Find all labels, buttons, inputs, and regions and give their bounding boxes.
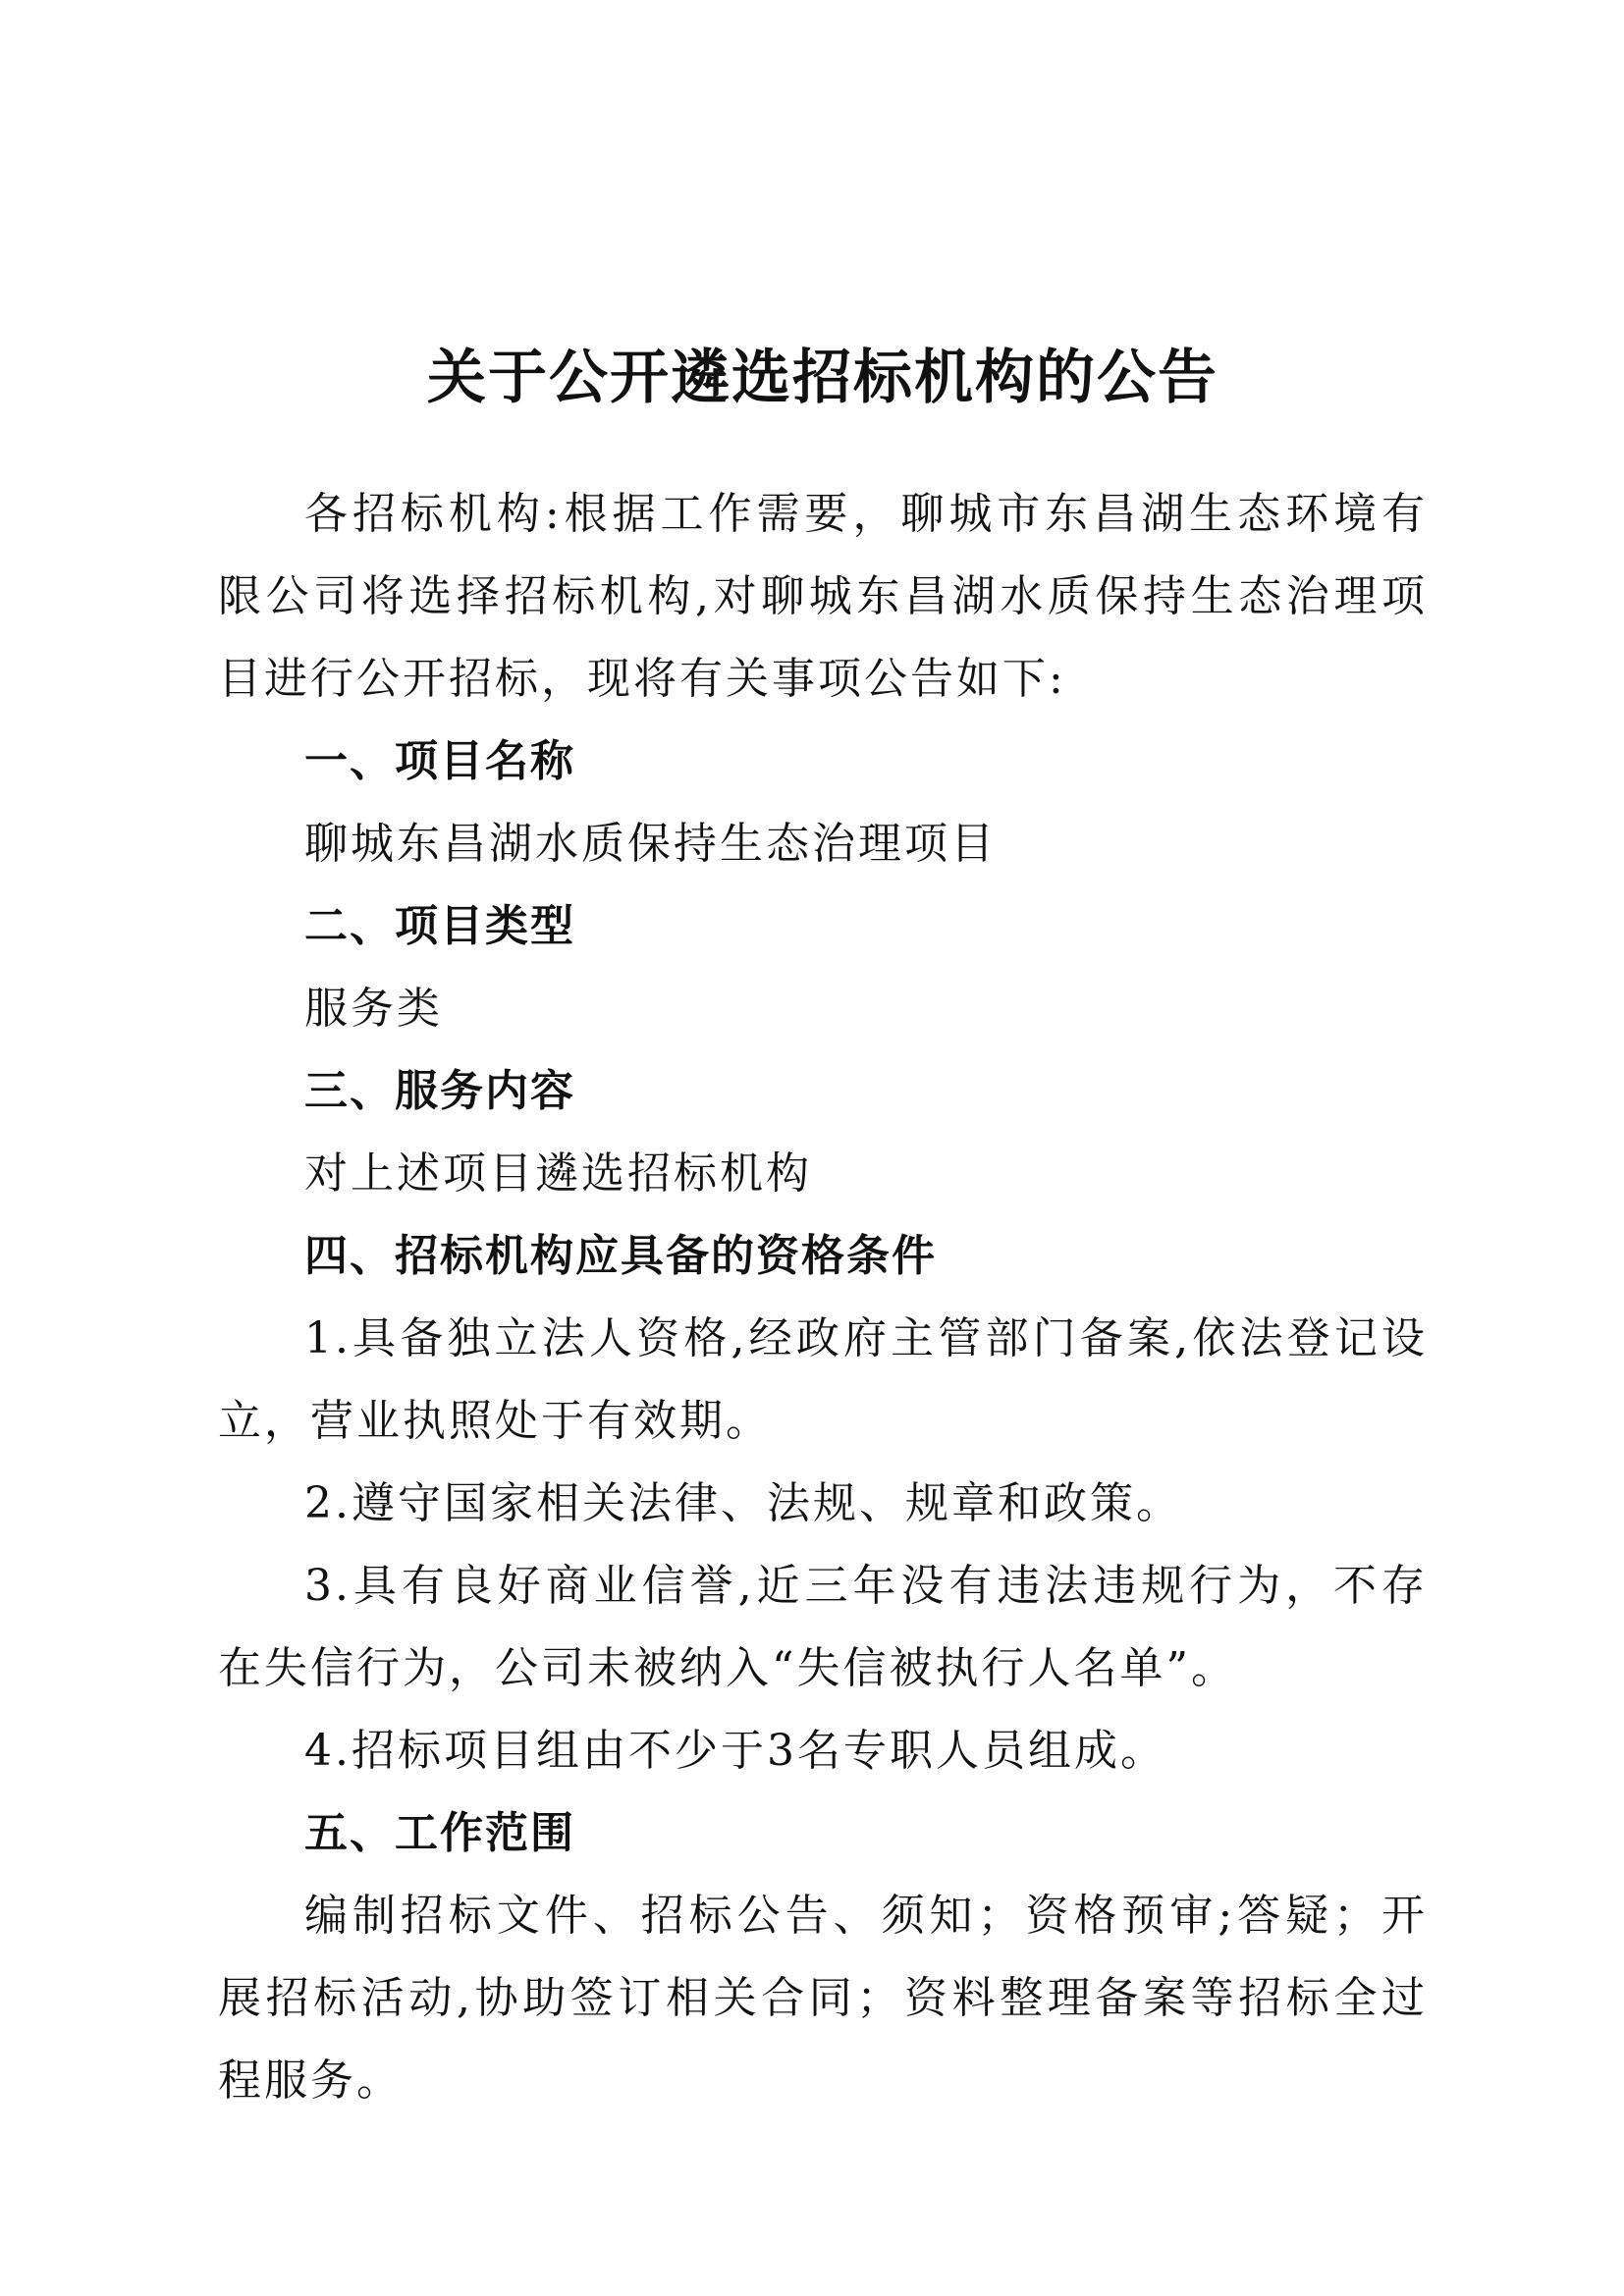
section-5-content: 编制招标文件、招标公告、须知；资格预审;答疑；开展招标活动,协助签订相关合同；资料整理备案等招标全过程服务。 (218, 1891, 1428, 2106)
intro-paragraph: 各招标机构:根据工作需要，聊城市东昌湖生态环境有限公司将选择招标机构,对聊城东昌湖水质保持生态治理项目进行公开招标，现将有关事项公告如下: (218, 489, 1428, 704)
section-4-heading: 四、招标机构应具备的资格条件 (304, 1231, 937, 1281)
section-5-heading: 五、工作范围 (304, 1808, 575, 1858)
section-1-content: 聊城东昌湖水质保持生态治理项目 (304, 819, 997, 869)
section-2-heading: 二、项目类型 (304, 901, 575, 951)
qualification-item-3: 3.具有良好商业信誉,近三年没有违法违规行为，不存在失信行为，公司未被纳入“失信被执行人名单”。 (218, 1561, 1428, 1693)
document-body (218, 473, 1428, 2122)
qualification-item-4: 4.招标项目组由不少于3名专职人员组成。 (304, 1726, 1166, 1776)
section-3-heading: 三、服务内容 (304, 1066, 575, 1116)
qualification-item-2: 2.遵守国家相关法律、法规、规章和政策。 (304, 1478, 1182, 1528)
section-3-content: 对上述项目遴选招标机构 (304, 1148, 812, 1199)
document-title: 关于公开遴选招标机构的公告 (427, 344, 1218, 412)
section-1-heading: 一、项目名称 (304, 736, 575, 786)
qualification-item-1: 1.具备独立法人资格,经政府主管部门备案,依法登记设立，营业执照处于有效期。 (218, 1313, 1428, 1446)
section-2-content: 服务类 (304, 984, 443, 1034)
